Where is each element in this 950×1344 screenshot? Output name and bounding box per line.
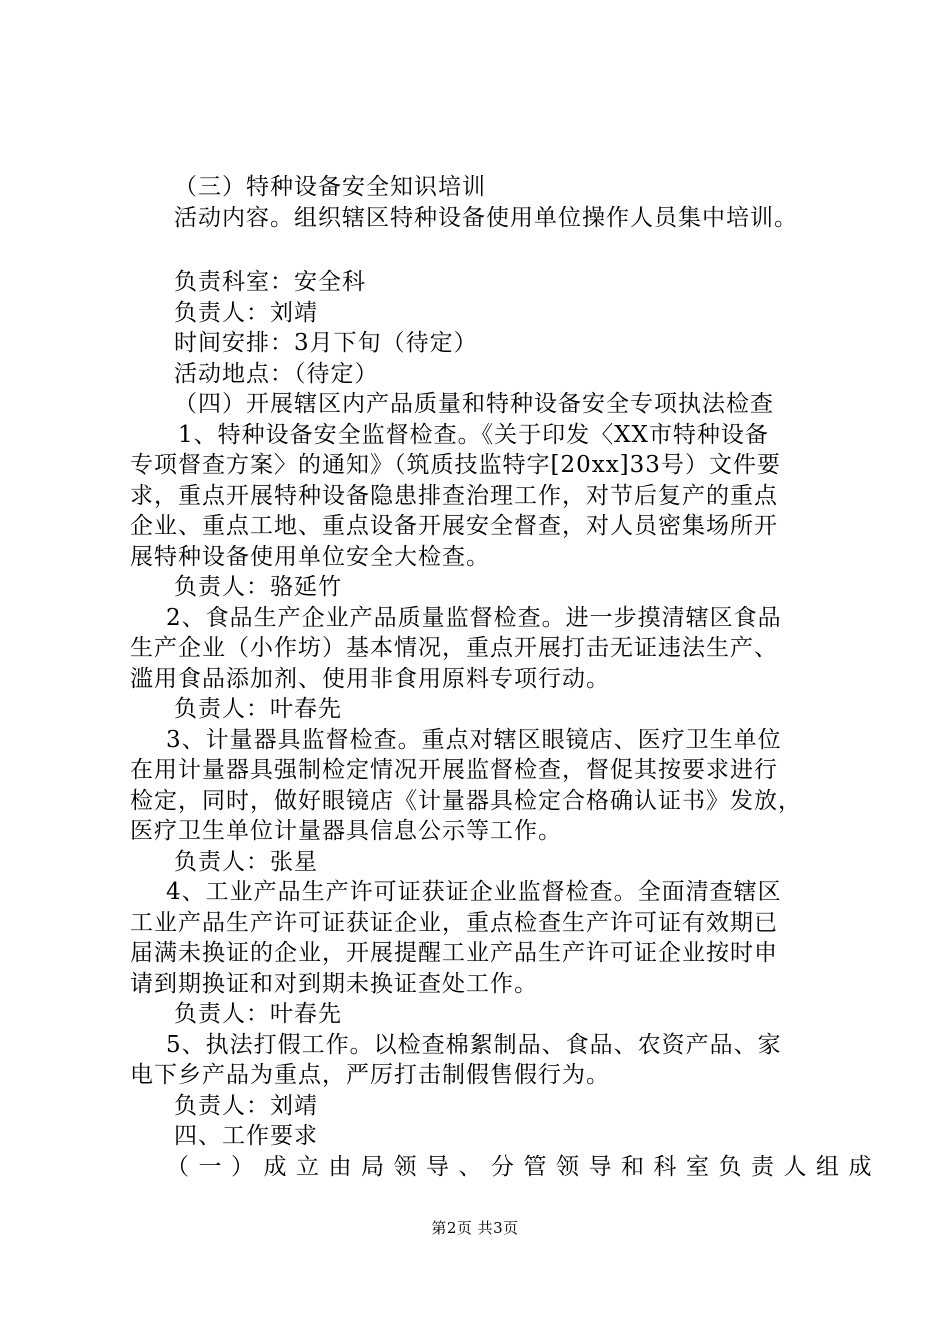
paragraph-line: 检定，同时，做好眼镜店《计量器具检定合格确认证书》发放， — [130, 787, 802, 814]
paragraph-line: 生产企业（小作坊）基本情况，重点开展打击无证违法生产、 — [130, 635, 778, 661]
responsible-person: 负责人：骆延竹 — [174, 574, 342, 600]
spacer — [130, 233, 838, 267]
responsible-dept: 负责科室：安全科 — [174, 269, 366, 295]
responsible-person: 负责人：张星 — [174, 848, 318, 875]
paragraph-line: 专项督查方案〉的通知》（筑质技监特字[20xx]33号）文件要 — [130, 452, 781, 478]
paragraph-line: 电下乡产品为重点，严厉打击制假售假行为。 — [130, 1062, 610, 1088]
responsible-person: 负责人：叶春先 — [174, 696, 342, 722]
paragraph-line: 请到期换证和对到期未换证查处工作。 — [130, 970, 538, 997]
paragraph-line: （一）成立由局领导、分管领导和科室负责人组成 — [166, 1153, 881, 1180]
paragraph-line: 滥用食品添加剂、使用非食用原料专项行动。 — [130, 665, 610, 692]
paragraph-line: 届满未换证的企业，开展提醒工业产品生产许可证企业按时申 — [130, 940, 778, 966]
paragraph-line: 4、工业产品生产许可证获证企业监督检查。全面清查辖区 — [166, 879, 782, 905]
paragraph-line: 2、食品生产企业产品质量监督检查。进一步摸清辖区食品 — [166, 604, 782, 631]
paragraph-line: 求，重点开展特种设备隐患排查治理工作，对节后复产的重点 — [130, 482, 778, 509]
section-heading-4: （四）开展辖区内产品质量和特种设备安全专项执法检查 — [174, 391, 774, 417]
location: 活动地点：（待定） — [174, 360, 379, 387]
paragraph-line: 展特种设备使用单位安全大检查。 — [130, 543, 490, 570]
paragraph-line: 1、特种设备安全监督检查。《关于印发〈XX市特种设备 — [178, 421, 769, 448]
schedule: 时间安排：3月下旬（待定） — [174, 330, 478, 356]
responsible-person: 负责人：刘靖 — [174, 299, 318, 326]
paragraph-line: 在用计量器具强制检定情况开展监督检查，督促其按要求进行 — [130, 757, 778, 783]
section-heading: 四、工作要求 — [174, 1123, 318, 1149]
responsible-person: 负责人：叶春先 — [174, 1001, 342, 1027]
paragraph-line: 活动内容。组织辖区特种设备使用单位操作人员集中培训。 — [174, 204, 798, 231]
responsible-person: 负责人：刘靖 — [174, 1092, 318, 1119]
paragraph-line: 3、计量器具监督检查。重点对辖区眼镜店、医疗卫生单位 — [166, 726, 782, 753]
paragraph-line: 医疗卫生单位计量器具信息公示等工作。 — [130, 818, 562, 844]
document-body — [130, 172, 881, 1182]
paragraph-line: 5、执法打假工作。以检查棉絮制品、食品、农资产品、家 — [166, 1031, 782, 1058]
paragraph-line: 工业产品生产许可证获证企业，重点检查生产许可证有效期已 — [130, 909, 778, 936]
section-heading-3: （三）特种设备安全知识培训 — [174, 174, 486, 200]
paragraph-line: 企业、重点工地、重点设备开展安全督查，对人员密集场所开 — [130, 513, 778, 539]
page-indicator: 第2页 共3页 — [431, 1219, 519, 1237]
